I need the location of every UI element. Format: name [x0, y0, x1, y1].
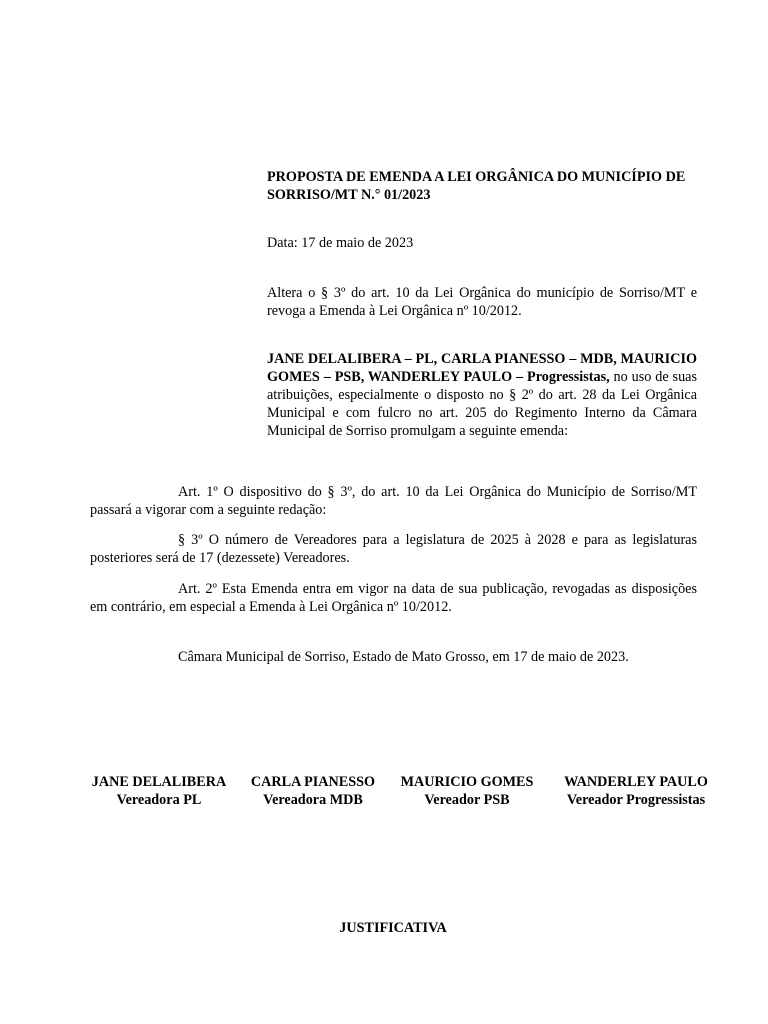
preamble-authors: JANE DELALIBERA – PL, CARLA PIANESSO – MDB, MAURICIO GOMES – PSB, WANDERLEY PAULO – Progressistas, — [267, 351, 697, 385]
date-line: Data: 17 de maio de 2023 — [267, 235, 414, 251]
signature-name: WANDERLEY PAULO — [564, 774, 708, 790]
signature-name: JANE DELALIBERA — [91, 774, 227, 790]
signature-block — [69, 773, 249, 809]
justificativa-heading: JUSTIFICATIVA — [339, 920, 447, 936]
signature-name: MAURICIO GOMES — [400, 774, 534, 790]
signature-block — [377, 773, 557, 809]
signature-block — [546, 773, 726, 809]
article-1: Art. 1º O dispositivo do § 3º, do art. 10 da Lei Orgânica do Município de Sorriso/MT passará a vigorar com a seguinte redação: — [90, 484, 697, 518]
signature-block — [223, 773, 403, 809]
closing-line: Câmara Municipal de Sorriso, Estado de Mato Grosso, em 17 de maio de 2023. — [178, 649, 629, 665]
article-2: Art. 2º Esta Emenda entra em vigor na data de sua publicação, revogadas as disposições em contrário, em especial a Emenda à Lei Orgânica nº 10/2012. — [90, 581, 697, 615]
ementa: Altera o § 3º do art. 10 da Lei Orgânica do município de Sorriso/MT e revoga a Emenda à Lei Orgânica nº 10/2012. — [267, 285, 697, 319]
signature-role: Vereadora PL — [116, 792, 202, 808]
signature-name: CARLA PIANESSO — [250, 774, 376, 790]
preamble — [267, 350, 697, 440]
preamble-text: no uso de suas atribuições, especialmente o disposto no § 2º do art. 28 da Lei Orgânica Municipal e com fulcro no art. 205 do Regimento Interno da Câmara Municipal de Sorriso promulgam a seguinte emenda: — [267, 369, 697, 439]
document-title: PROPOSTA DE EMENDA A LEI ORGÂNICA DO MUNICÍPIO DE SORRISO/MT N.° 01/2023 — [267, 169, 686, 203]
paragraph-3: § 3º O número de Vereadores para a legislatura de 2025 à 2028 e para as legislaturas posteriores será de 17 (dezessete) Vereadores. — [90, 532, 697, 566]
signature-role: Vereador PSB — [424, 792, 510, 808]
signature-role: Vereador Progressistas — [566, 792, 706, 808]
signature-role: Vereadora MDB — [263, 792, 363, 808]
